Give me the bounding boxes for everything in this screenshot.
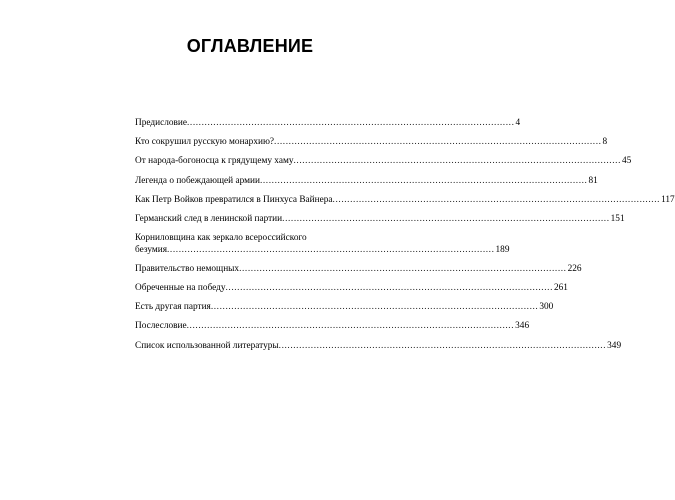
toc-entry-title: Список использованной литературы: [135, 340, 279, 351]
toc-entry: [135, 302, 554, 314]
dot-leader: ................................................................................................................: [293, 156, 621, 167]
toc-entry: [135, 137, 608, 149]
toc-entry: [135, 156, 632, 168]
toc-entry-title: Германский след в ленинской партии: [135, 213, 283, 224]
toc-entry-title: Как Петр Войков превратился в Пинхуса Вайнера: [135, 194, 333, 205]
toc-entry-title: Послесловие: [135, 321, 187, 332]
toc-entry-page: 81: [588, 175, 598, 186]
toc-entry-title: Правительство немощных: [135, 263, 240, 274]
toc-entry-title: Обреченные на победу: [135, 283, 226, 294]
toc-entry-page: 346: [515, 321, 530, 332]
toc-entry-page: 300: [539, 302, 554, 313]
toc-entry: [135, 283, 568, 295]
toc-entry-page: 117: [661, 194, 675, 205]
dot-leader: ................................................................................................................: [186, 118, 515, 128]
toc-entry-page: 226: [567, 263, 582, 274]
toc-entry: [135, 263, 582, 276]
page-title: ОГЛАВЛЕНИЕ: [186, 36, 314, 56]
toc-entry-title: Предисловие: [135, 118, 187, 128]
dot-leader: ................................................................................................................: [282, 213, 610, 224]
toc-entry-title-line1: Корниловщина как зеркало всероссийского: [135, 233, 307, 244]
dot-leader: ................................................................................................................: [210, 302, 539, 313]
dot-leader: ................................................................................................................: [274, 137, 602, 148]
toc-entry: [135, 233, 510, 256]
toc-entry-title: Кто сокрушил русскую монархию?: [135, 137, 275, 148]
dot-leader: ................................................................................................................: [225, 283, 553, 294]
toc-entry-page: 349: [607, 340, 622, 351]
toc-entry-page: 45: [622, 156, 632, 167]
toc-entry-page: 189: [495, 244, 510, 255]
toc-entry-title: Легенда о побеждающей армии: [135, 175, 260, 186]
dot-leader: ................................................................................................................: [332, 194, 661, 205]
toc-entry-page: 261: [554, 283, 568, 294]
dot-leader: ................................................................................................................: [259, 175, 588, 186]
dot-leader: ................................................................................................................: [186, 321, 515, 332]
toc-entry-page: 151: [610, 213, 625, 224]
dot-leader: ................................................................................................................: [278, 340, 607, 351]
toc-entry-title: От народа-богоносца к грядущему хаму: [135, 156, 294, 167]
toc-entry: [135, 175, 598, 188]
toc-entry-title: Есть другая партия: [135, 302, 211, 313]
dot-leader: ................................................................................................................: [239, 263, 567, 274]
toc-entry: [135, 213, 625, 226]
toc-entry: [135, 118, 521, 130]
toc-entry-page: 4: [515, 118, 521, 128]
toc-entry-page: 8: [602, 137, 608, 148]
toc-entry-title: безумия: [135, 244, 167, 255]
toc-entry: [135, 321, 530, 333]
toc-entry: [135, 194, 675, 207]
toc-entry: [135, 340, 622, 353]
table-of-contents: [135, 118, 675, 360]
dot-leader: ................................................................................................................: [167, 244, 495, 255]
